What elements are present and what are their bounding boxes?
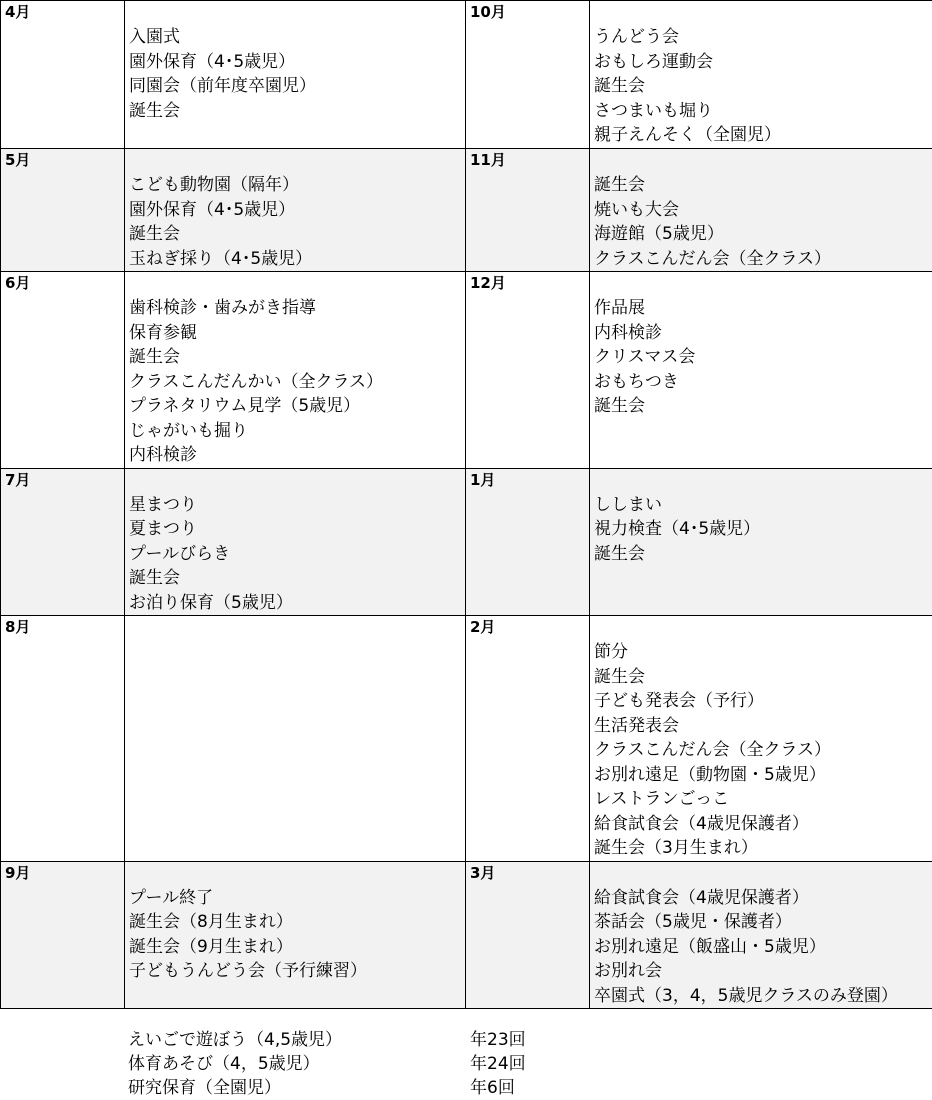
event-list xyxy=(594,469,932,567)
month-row xyxy=(1,861,932,1009)
event-item: おもしろ運動会 xyxy=(594,51,713,72)
event-item: 内科検診 xyxy=(129,445,197,465)
event-item: 誕生会（9月生まれ） xyxy=(129,936,293,957)
event-item: 夏まつり xyxy=(129,519,197,539)
event-item: 玉ねぎ採り（4･5歳児） xyxy=(129,248,313,269)
event-item: 同園会（前年度卒園児） xyxy=(129,76,316,96)
month-label: 10月 xyxy=(466,1,590,149)
event-item: 生活発表会 xyxy=(594,715,679,736)
month-label: 3月 xyxy=(466,861,590,1009)
event-item: さつまいも堀り xyxy=(594,100,713,121)
event-item: お泊り保育（5歳児） xyxy=(129,592,293,613)
month-label: 9月 xyxy=(1,861,125,1009)
month-events-cell xyxy=(125,468,466,616)
month-label: 5月 xyxy=(1,149,125,272)
event-item: クリスマス会 xyxy=(594,347,696,367)
summary-item xyxy=(128,1076,628,1100)
event-list xyxy=(594,862,932,1009)
summary-item xyxy=(128,1052,628,1076)
event-item: 誕生会 xyxy=(594,175,645,195)
event-item: 給食試食会（4歳児保護者） xyxy=(594,887,809,908)
event-item: ししまい xyxy=(594,494,662,515)
month-events-cell xyxy=(590,616,932,862)
month-events-cell xyxy=(590,1,932,149)
event-item: お別れ会 xyxy=(594,961,662,981)
event-item: うんどう会 xyxy=(594,27,679,47)
event-list xyxy=(594,272,932,419)
event-item: 作品展 xyxy=(594,298,645,318)
month-events-cell xyxy=(125,861,466,1009)
month-label: 7月 xyxy=(1,468,125,616)
summary-frequency: 年24回 xyxy=(470,1054,526,1074)
event-item: おもちつき xyxy=(594,371,679,392)
event-item: 誕生会 xyxy=(129,100,180,121)
event-item: 入園式 xyxy=(129,27,180,47)
month-row xyxy=(1,149,932,272)
event-item: 茶話会（5歳児・保護者） xyxy=(594,912,792,932)
event-item: 親子えんそく（全園児） xyxy=(594,125,781,145)
event-item: 園外保育（4･5歳児） xyxy=(129,199,296,220)
event-item: 誕生会 xyxy=(129,568,180,588)
event-list xyxy=(594,1,932,148)
event-item: 誕生会 xyxy=(594,396,645,416)
event-item: 焼いも大会 xyxy=(594,199,679,220)
month-label: 12月 xyxy=(466,272,590,469)
event-list xyxy=(129,1,465,123)
event-item: 誕生会（3月生まれ） xyxy=(594,838,758,858)
month-label: 1月 xyxy=(466,468,590,616)
event-item: 視力検査（4･5歳児） xyxy=(594,519,761,539)
event-list xyxy=(129,469,465,616)
event-item: 節分 xyxy=(594,642,628,662)
event-item: こども動物園（隔年） xyxy=(129,175,299,195)
event-item: プール終了 xyxy=(129,887,214,908)
summary-item xyxy=(128,1028,628,1052)
event-item: お別れ遠足（動物園・5歳児） xyxy=(594,764,826,785)
event-item: レストランごっこ xyxy=(594,789,730,809)
month-row xyxy=(1,468,932,616)
summary-activity-label: 体育あそび（4，5歳児） xyxy=(128,1054,320,1074)
month-events-cell xyxy=(125,149,466,272)
month-events-cell xyxy=(125,616,466,862)
event-item: 誕生会 xyxy=(594,543,645,564)
event-item: クラスこんだんかい（全クラス） xyxy=(129,371,383,392)
event-item: 誕生会 xyxy=(129,347,180,367)
event-list xyxy=(594,616,932,861)
event-list xyxy=(129,616,465,640)
event-list xyxy=(129,272,465,468)
month-row xyxy=(1,616,932,862)
event-item: 子どもうんどう会（予行練習） xyxy=(129,961,367,981)
event-list xyxy=(129,862,465,984)
event-item: 内科検診 xyxy=(594,322,662,343)
event-item: 誕生会 xyxy=(594,76,645,96)
summary-activity-label: 研究保育（全園児） xyxy=(128,1078,281,1098)
month-row xyxy=(1,272,932,469)
event-list xyxy=(594,149,932,271)
event-item: 卒園式（3，4，5歳児クラスのみ登園） xyxy=(594,985,898,1006)
event-item: 歯科検診・歯みがき指導 xyxy=(129,298,316,318)
event-list xyxy=(129,149,465,271)
month-label: 4月 xyxy=(1,1,125,149)
event-item: 子ども発表会（予行） xyxy=(594,691,764,711)
event-item: 誕生会（8月生まれ） xyxy=(129,912,293,932)
event-item: プラネタリウム見学（5歳児） xyxy=(129,396,361,416)
summary-frequency: 年23回 xyxy=(470,1030,526,1050)
event-item: プールびらき xyxy=(129,543,231,564)
event-item: 保育参観 xyxy=(129,322,197,343)
month-events-cell xyxy=(590,861,932,1009)
month-events-cell xyxy=(590,272,932,469)
summary-activity-label: えいごで遊ぼう（4,5歳児） xyxy=(128,1030,343,1050)
month-label: 11月 xyxy=(466,149,590,272)
month-events-cell xyxy=(125,272,466,469)
summary-frequency: 年6回 xyxy=(470,1078,515,1098)
event-item: クラスこんだん会（全クラス） xyxy=(594,248,831,269)
event-item: 園外保育（4･5歳児） xyxy=(129,51,296,72)
month-row xyxy=(1,1,932,149)
event-item: クラスこんだん会（全クラス） xyxy=(594,740,831,760)
month-label: 8月 xyxy=(1,616,125,862)
month-events-cell xyxy=(125,1,466,149)
event-item: 星まつり xyxy=(129,494,197,515)
month-events-cell xyxy=(590,149,932,272)
month-events-cell xyxy=(590,468,932,616)
event-item: 誕生会 xyxy=(129,224,180,244)
month-label: 6月 xyxy=(1,272,125,469)
event-item: 誕生会 xyxy=(594,666,645,687)
activity-summary-list xyxy=(128,1028,628,1100)
event-item: じゃがいも掘り xyxy=(129,420,248,441)
event-item: 海遊館（5歳児） xyxy=(594,224,724,244)
event-item: お別れ遠足（飯盛山・5歳児） xyxy=(594,936,826,957)
month-label: 2月 xyxy=(466,616,590,862)
event-item: 給食試食会（4歳児保護者） xyxy=(594,813,809,834)
